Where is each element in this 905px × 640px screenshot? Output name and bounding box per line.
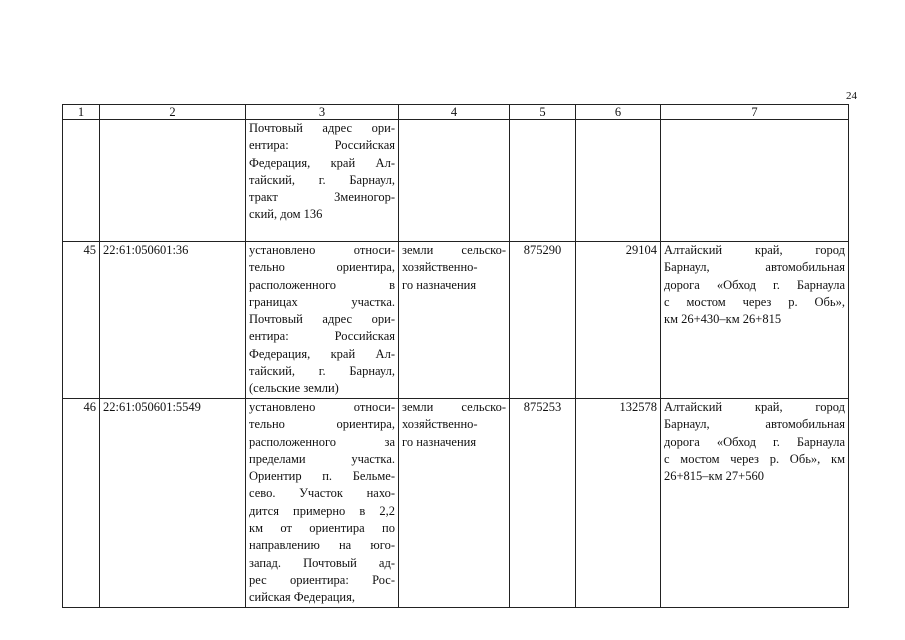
description-cell-line: тайский, г. Барнаул, (249, 172, 395, 187)
description-cell-line: Федерация, край Ал- (249, 155, 395, 170)
cadastral-number-cell: 22:61:050601:36 (100, 242, 246, 399)
cadastral-number-cell: 22:61:050601:5549 (100, 399, 246, 608)
column-5-cell: 875290 (510, 242, 576, 399)
header-cell-7: 7 (661, 105, 849, 120)
page-number: 24 (846, 90, 857, 102)
description-cell-line: границах участка. (249, 294, 395, 309)
land-plots-table (62, 104, 849, 608)
header-row (63, 105, 849, 120)
description-cell-line: направлению на юго- (249, 538, 395, 553)
description-cell (246, 120, 399, 242)
location-cell-line: с мостом через р. Обь», км (664, 451, 845, 466)
description-cell-line: расположенного в (249, 277, 395, 292)
column-6-cell (576, 120, 661, 242)
description-cell-line: Почтовый адрес ори- (249, 121, 395, 135)
description-cell-line: сево. Участок нахо- (249, 486, 395, 501)
land-category-cell-line: земли сельско- (402, 400, 506, 414)
header-cell-5: 5 (510, 105, 576, 120)
description-cell-line: расположенного за (249, 434, 395, 449)
header-cell-6: 6 (576, 105, 661, 120)
header-cell-4: 4 (399, 105, 510, 120)
column-5-cell: 875253 (510, 399, 576, 608)
row-number-cell (63, 120, 100, 242)
header-cell-2: 2 (100, 105, 246, 120)
description-cell-line: сийская Федерация, (249, 590, 355, 605)
location-cell (661, 120, 849, 242)
description-cell-line: Федерация, край Ал- (249, 346, 395, 361)
land-category-cell (399, 399, 510, 608)
land-category-cell-line: хозяйственно- (402, 417, 478, 432)
location-cell-line: Барнаул, автомобильная (664, 260, 845, 275)
header-cell-1: 1 (63, 105, 100, 120)
location-cell-line: км 26+430–км 26+815 (664, 312, 782, 327)
land-category-cell-line: го назначения (402, 277, 477, 292)
location-cell-line: 26+815–км 27+560 (664, 469, 764, 484)
land-category-cell-line: земли сельско- (402, 243, 506, 257)
location-cell-line: Алтайский край, город (664, 243, 845, 257)
description-cell (246, 242, 399, 399)
column-5-cell (510, 120, 576, 242)
table-row-46 (63, 399, 849, 608)
description-cell (246, 399, 399, 608)
cadastral-number-cell (100, 120, 246, 242)
location-cell (661, 242, 849, 399)
location-cell-line: Алтайский край, город (664, 400, 845, 414)
table-row-continuation (63, 120, 849, 242)
table-row-45 (63, 242, 849, 399)
description-cell-line: км от ориентира по (249, 521, 395, 536)
description-cell-line: пределами участка. (249, 451, 395, 466)
description-cell-line: ский, дом 136 (249, 207, 323, 222)
description-cell-line: дится примерно в 2,2 (249, 503, 395, 518)
location-cell (661, 399, 849, 608)
land-category-cell (399, 242, 510, 399)
description-cell-line: тракт Змеиногор- (249, 190, 395, 205)
land-category-cell-line: го назначения (402, 434, 477, 449)
description-cell-line: Почтовый адрес ори- (249, 312, 395, 327)
location-cell-line: дорога «Обход г. Барнаула (664, 277, 845, 292)
location-cell-line: дорога «Обход г. Барнаула (664, 434, 845, 449)
location-cell-line: Барнаул, автомобильная (664, 417, 845, 432)
location-cell-line: с мостом через р. Обь», (664, 294, 845, 309)
description-cell-line: ентира: Российская (249, 329, 395, 344)
description-cell-line: ентира: Российская (249, 138, 395, 153)
description-cell-line: тайский, г. Барнаул, (249, 364, 395, 379)
row-number-cell: 46 (63, 399, 100, 608)
land-category-cell (399, 120, 510, 242)
column-6-cell: 132578 (576, 399, 661, 608)
description-cell-line: Ориентир п. Бельме- (249, 469, 395, 484)
description-cell-line: рес ориентира: Рос- (249, 572, 395, 587)
description-cell-line: установлено относи- (249, 243, 395, 257)
description-cell-line: запад. Почтовый ад- (249, 555, 395, 570)
description-cell-line: тельно ориентира, (249, 417, 395, 432)
row-number-cell: 45 (63, 242, 100, 399)
description-cell-line: тельно ориентира, (249, 260, 395, 275)
column-6-cell: 29104 (576, 242, 661, 399)
header-cell-3: 3 (246, 105, 399, 120)
land-category-cell-line: хозяйственно- (402, 260, 478, 275)
description-cell-line: установлено относи- (249, 400, 395, 414)
description-cell-line: (сельские земли) (249, 381, 339, 396)
